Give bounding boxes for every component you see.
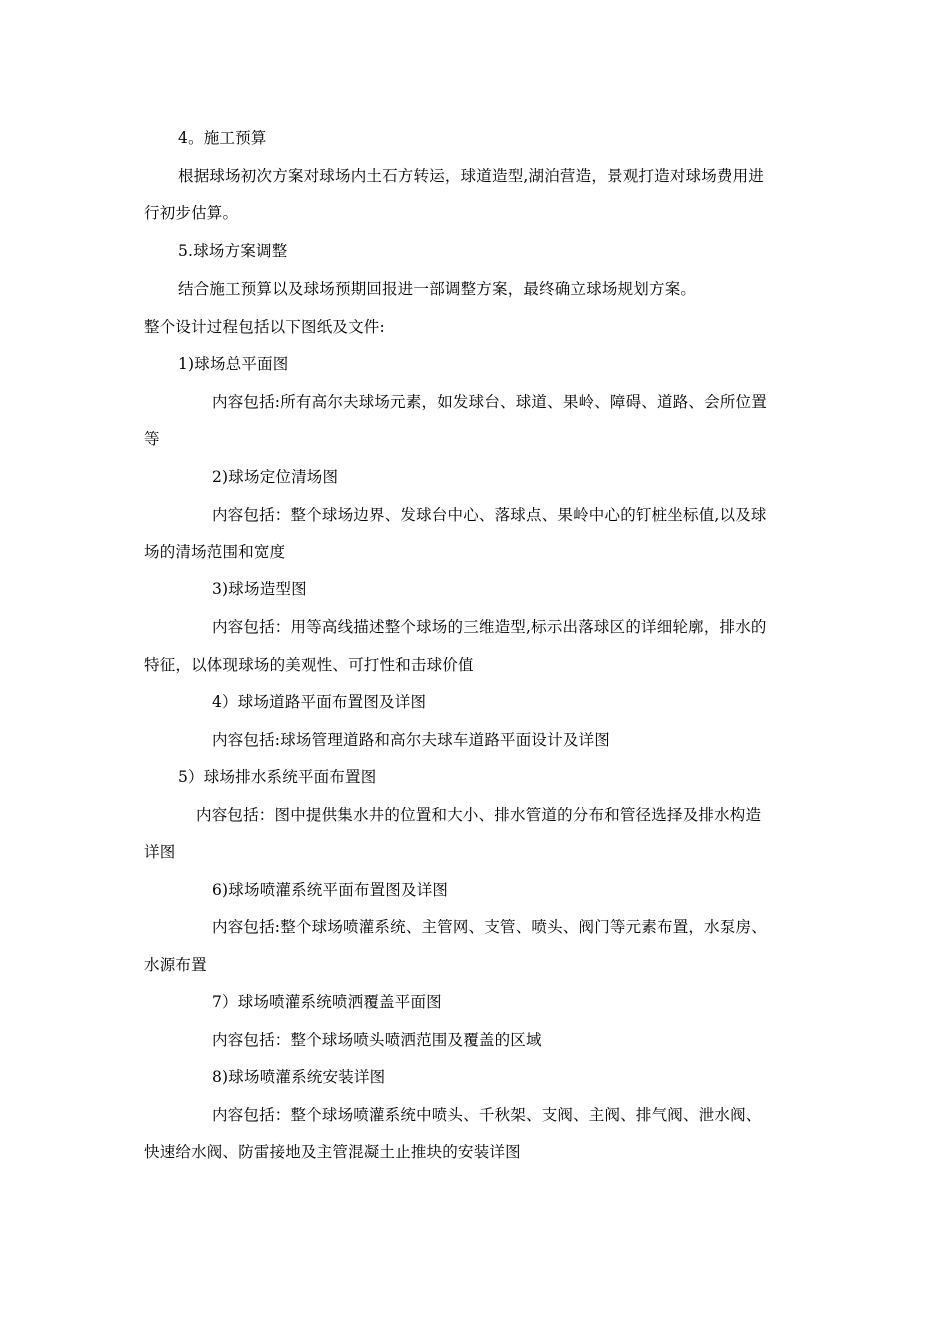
item8-content-line1: 内容包括：整个球场喷灌系统中喷头、千秋架、支阀、主阀、排气阀、泄水阀、: [212, 1106, 762, 1124]
item6-content-line1: 内容包括:整个球场喷灌系统、主管网、支管、喷头、阀门等元素布置，水泵房、: [212, 918, 767, 936]
item3-title: 3)球场造型图: [212, 580, 307, 598]
item5-title: 5）球场排水系统平面布置图: [178, 768, 377, 786]
item7-title: 7）球场喷灌系统喷洒覆盖平面图: [212, 993, 442, 1011]
item1-content-line1: 内容包括:所有高尔夫球场元素，如发球台、球道、果岭、障碍、道路、会所位置: [212, 393, 767, 411]
item2-content-line1: 内容包括：整个球场边界、发球台中心、落球点、果岭中心的钉桩坐标值,以及球: [212, 506, 767, 524]
item6-content-line2: 水源布置: [144, 956, 207, 974]
section5-heading: 5.球场方案调整: [178, 242, 288, 260]
item7-content-line1: 内容包括：整个球场喷头喷洒范围及覆盖的区域: [212, 1031, 542, 1049]
item2-content-line2: 场的清场范围和宽度: [144, 543, 286, 561]
item1-content-line2: 等: [144, 430, 160, 448]
item4-content-line1: 内容包括:球场管理道路和高尔夫球车道路平面设计及详图: [212, 731, 610, 749]
drawings-intro: 整个设计过程包括以下图纸及文件:: [144, 318, 385, 336]
item6-title: 6)球场喷灌系统平面布置图及详图: [212, 881, 449, 899]
item8-content-line2: 快速给水阀、防雷接地及主管混凝土止推块的安装详图: [144, 1143, 521, 1161]
item4-title: 4）球场道路平面布置图及详图: [212, 693, 427, 711]
item8-title: 8)球场喷灌系统安装详图: [212, 1068, 386, 1086]
item3-content-line2: 特征，以体现球场的美观性、可打性和击球价值: [144, 656, 474, 674]
section4-body-line2: 行初步估算。: [144, 204, 239, 222]
item3-content-line1: 内容包括：用等高线描述整个球场的三维造型,标示出落球区的详细轮廓，排水的: [212, 618, 767, 636]
item5-content-line1: 内容包括：图中提供集水井的位置和大小、排水管道的分布和管径选择及排水构造: [196, 806, 762, 824]
section4-body-line1: 根据球场初次方案对球场内土石方转运，球道造型,湖泊营造，景观打造对球场费用进: [178, 167, 765, 185]
section5-body: 结合施工预算以及球场预期回报进一部调整方案，最终确立球场规划方案。: [178, 280, 697, 298]
item1-title: 1)球场总平面图: [178, 355, 289, 373]
section4-heading: 4。施工预算: [178, 129, 267, 147]
item5-content-line2: 详图: [144, 843, 176, 861]
item2-title: 2)球场定位清场图: [212, 468, 339, 486]
